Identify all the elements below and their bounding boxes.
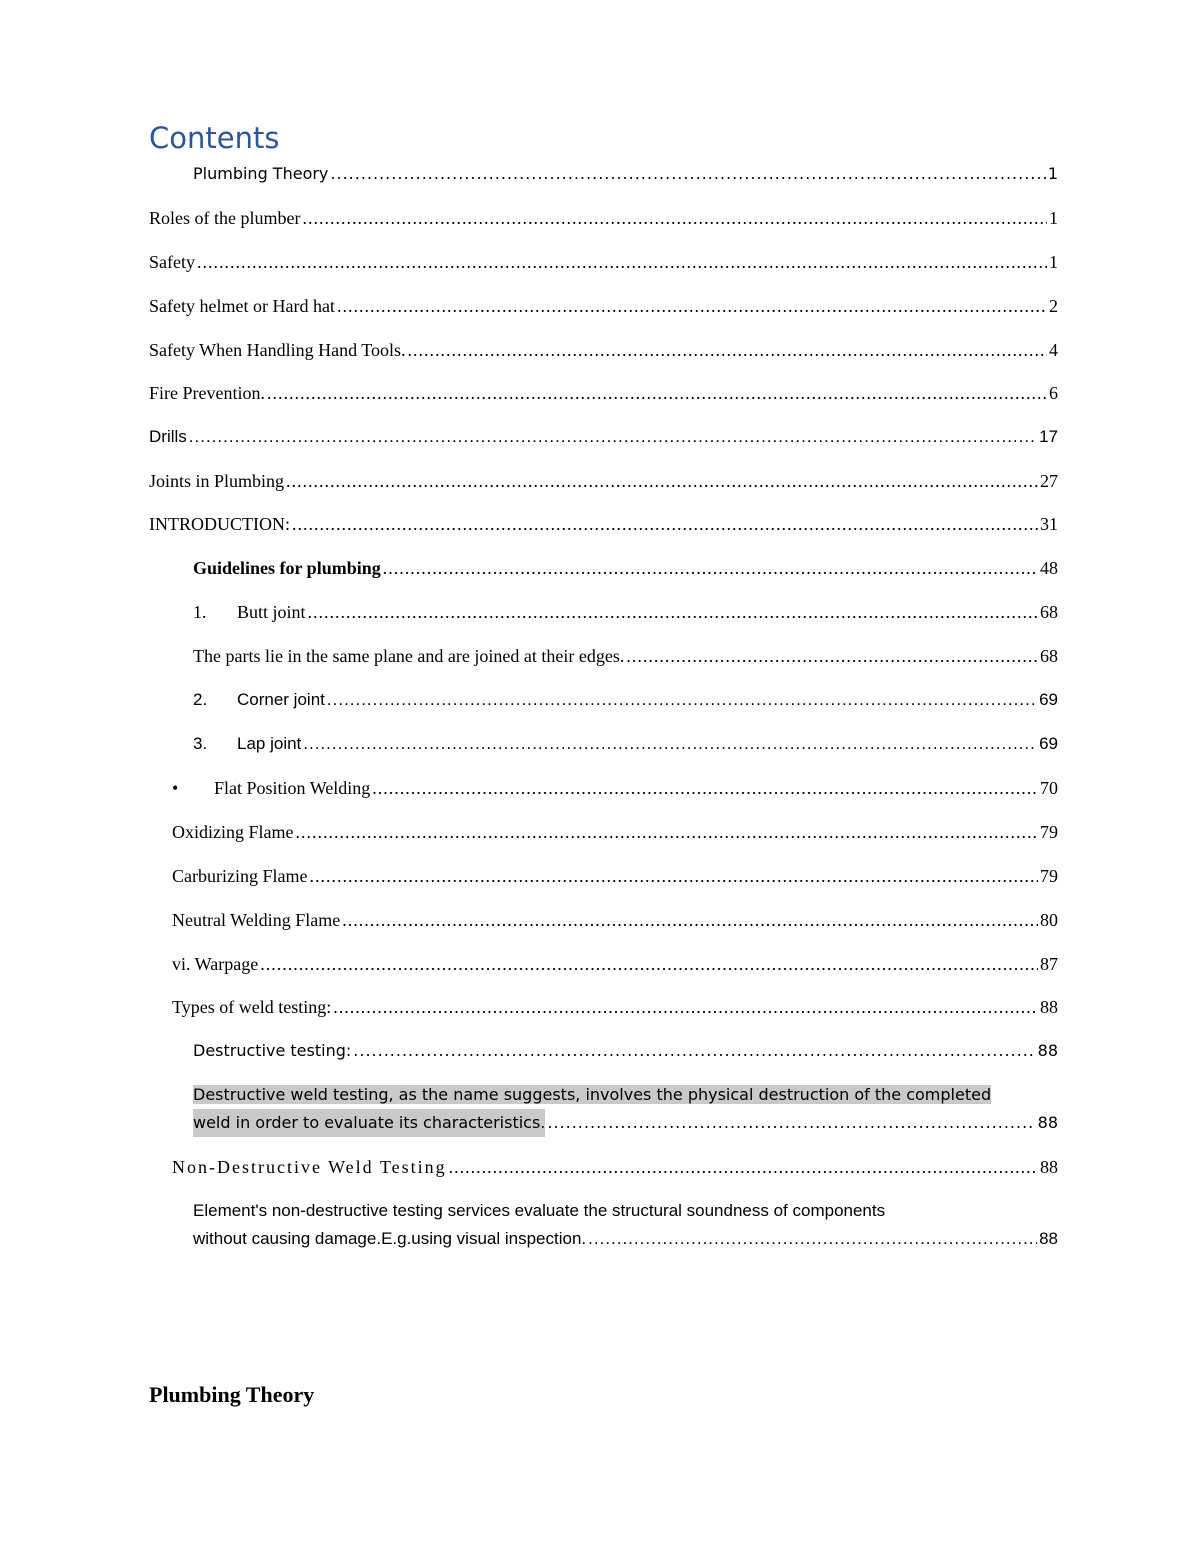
toc-entry-label: Safety helmet or Hard hat <box>149 296 335 316</box>
toc-entry-label <box>193 686 325 714</box>
toc-entry[interactable] <box>193 1037 1058 1065</box>
toc-entry-label: Safety <box>149 252 195 272</box>
toc-entry-label-line1 <box>193 1081 1058 1109</box>
toc-entry[interactable] <box>193 598 1058 626</box>
toc-entry[interactable] <box>172 774 1058 802</box>
toc-entry-label <box>193 598 306 626</box>
toc-entry[interactable] <box>172 862 1058 890</box>
toc-leader-dots <box>372 774 1038 802</box>
toc-leader-dots <box>333 993 1038 1021</box>
toc-leader-dots <box>337 292 1047 320</box>
toc-leader-dots <box>342 906 1038 934</box>
toc-page-number: 88 <box>1040 997 1058 1017</box>
toc-entry[interactable] <box>193 686 1058 714</box>
toc-leader-dots <box>626 642 1038 670</box>
toc-entry[interactable] <box>172 818 1058 846</box>
toc-entry[interactable] <box>193 642 1058 670</box>
toc-leader-dots <box>353 1037 1035 1065</box>
toc-page-number: 31 <box>1040 514 1058 534</box>
toc-entry-label: Destructive testing: <box>193 1041 352 1060</box>
toc-entry-label-line2 <box>193 1109 1058 1137</box>
toc-page-number: 17 <box>1039 427 1058 446</box>
bullet-icon: • <box>172 778 179 798</box>
toc-entry-label: INTRODUCTION: <box>149 514 290 534</box>
toc-leader-dots <box>295 818 1038 846</box>
toc-leader-dots <box>330 160 1045 188</box>
toc-page-number: 48 <box>1040 558 1058 578</box>
toc-page-number: 88 <box>1040 1157 1058 1177</box>
toc-leader-dots <box>309 862 1038 890</box>
toc-leader-dots <box>286 467 1038 495</box>
toc-list-number: 3. <box>193 734 208 753</box>
toc-entry[interactable] <box>172 906 1058 934</box>
toc-page-number: 6 <box>1049 383 1058 403</box>
toc-page-number: 27 <box>1040 471 1058 491</box>
toc-entry-label: The parts lie in the same plane and are joined at their edges. <box>193 646 625 666</box>
toc-page-number: 1 <box>1047 164 1058 183</box>
toc-page-number: 87 <box>1040 954 1058 974</box>
toc-leader-dots <box>449 1153 1038 1181</box>
toc-entry-label: Carburizing Flame <box>172 866 308 886</box>
toc-entry-label: Safety When Handling Hand Tools. <box>149 340 406 360</box>
toc-page-number: 1 <box>1049 252 1058 272</box>
highlighted-text: Destructive weld testing, as the name suggests, involves the physical destruction of the completed <box>193 1085 992 1104</box>
toc-leader-dots <box>303 730 1037 758</box>
toc-entry-label-line1: Element's non-destructive testing services evaluate the structural soundness of components <box>193 1201 886 1220</box>
toc-entry-label: Fire Prevention. <box>149 383 265 403</box>
toc-entry[interactable] <box>172 950 1058 978</box>
toc-title: Contents <box>149 121 280 155</box>
toc-leader-dots <box>197 248 1047 276</box>
section-heading: Plumbing Theory <box>149 1382 315 1407</box>
toc-entry[interactable] <box>149 292 1058 320</box>
toc-leader-dots <box>189 423 1037 451</box>
toc-page-number: 69 <box>1039 690 1058 709</box>
toc-leader-dots <box>267 379 1047 407</box>
toc-page-number: 79 <box>1040 822 1058 842</box>
toc-page-number: 80 <box>1040 910 1058 930</box>
toc-entry-label: Roles of the plumber <box>149 208 301 228</box>
toc-list-number: 2. <box>193 690 208 709</box>
toc-entry[interactable] <box>149 379 1058 407</box>
toc-page-number: 1 <box>1049 208 1058 228</box>
toc-page-number: 88 <box>1037 1113 1058 1132</box>
toc-entry[interactable] <box>172 1153 1058 1181</box>
highlighted-text: weld in order to evaluate its characteristics. <box>193 1109 545 1137</box>
toc-leader-dots <box>383 554 1038 582</box>
toc-leader-dots <box>302 204 1047 232</box>
toc-entry[interactable] <box>193 554 1058 582</box>
toc-entry-label-line2 <box>193 1225 1058 1253</box>
toc-entry-label: Types of weld testing: <box>172 997 332 1017</box>
toc-entry-label: Neutral Welding Flame <box>172 910 341 930</box>
toc-entry-text: Flat Position Welding <box>214 778 371 798</box>
toc-page-number: 2 <box>1049 296 1058 316</box>
toc-list-number: 1. <box>193 602 207 622</box>
toc-entry-label: Plumbing Theory <box>193 164 329 183</box>
toc-entry-label <box>193 730 301 758</box>
toc-page-number: 88 <box>1039 1229 1058 1248</box>
toc-entry-label: Drills <box>149 427 187 446</box>
toc-entry[interactable] <box>149 510 1058 538</box>
toc-entry[interactable] <box>149 204 1058 232</box>
toc-page-number: 68 <box>1040 602 1058 622</box>
toc-entry[interactable] <box>149 423 1058 451</box>
toc-entry[interactable] <box>149 336 1058 364</box>
toc-entry-label: vi. Warpage <box>172 954 259 974</box>
toc-leader-dots <box>547 1109 1035 1137</box>
toc-entry[interactable] <box>172 993 1058 1021</box>
toc-entry[interactable] <box>193 160 1058 188</box>
toc-page-number: 88 <box>1037 1041 1058 1060</box>
toc-page-number: 68 <box>1040 646 1058 666</box>
toc-leader-dots <box>408 336 1047 364</box>
toc-entry-label: Non-Destructive Weld Testing <box>172 1157 447 1177</box>
toc-leader-dots <box>308 598 1038 626</box>
toc-leader-dots <box>588 1225 1037 1253</box>
toc-page-number: 79 <box>1040 866 1058 886</box>
toc-entry[interactable] <box>149 248 1058 276</box>
toc-entry-label: Joints in Plumbing <box>149 471 285 491</box>
toc-leader-dots <box>292 510 1038 538</box>
toc-entry-text: Butt joint <box>237 602 306 622</box>
toc-entry-text: without causing damage.E.g.using visual inspection. <box>193 1229 587 1248</box>
toc-page-number: 4 <box>1049 340 1058 360</box>
toc-entry-label <box>172 774 370 802</box>
toc-entry-text: Corner joint <box>237 690 325 709</box>
toc-entry[interactable] <box>193 730 1058 758</box>
toc-entry-text: Lap joint <box>237 734 302 753</box>
toc-leader-dots <box>327 686 1037 714</box>
toc-page-number: 69 <box>1039 734 1058 753</box>
toc-page-number: 70 <box>1040 778 1058 798</box>
toc-entry-label: Oxidizing Flame <box>172 822 294 842</box>
toc-entry-label: Guidelines for plumbing <box>193 558 381 578</box>
toc-entry[interactable] <box>193 1197 1058 1253</box>
toc-entry[interactable] <box>149 467 1058 495</box>
toc-leader-dots <box>260 950 1038 978</box>
toc-entry[interactable] <box>193 1081 1058 1137</box>
